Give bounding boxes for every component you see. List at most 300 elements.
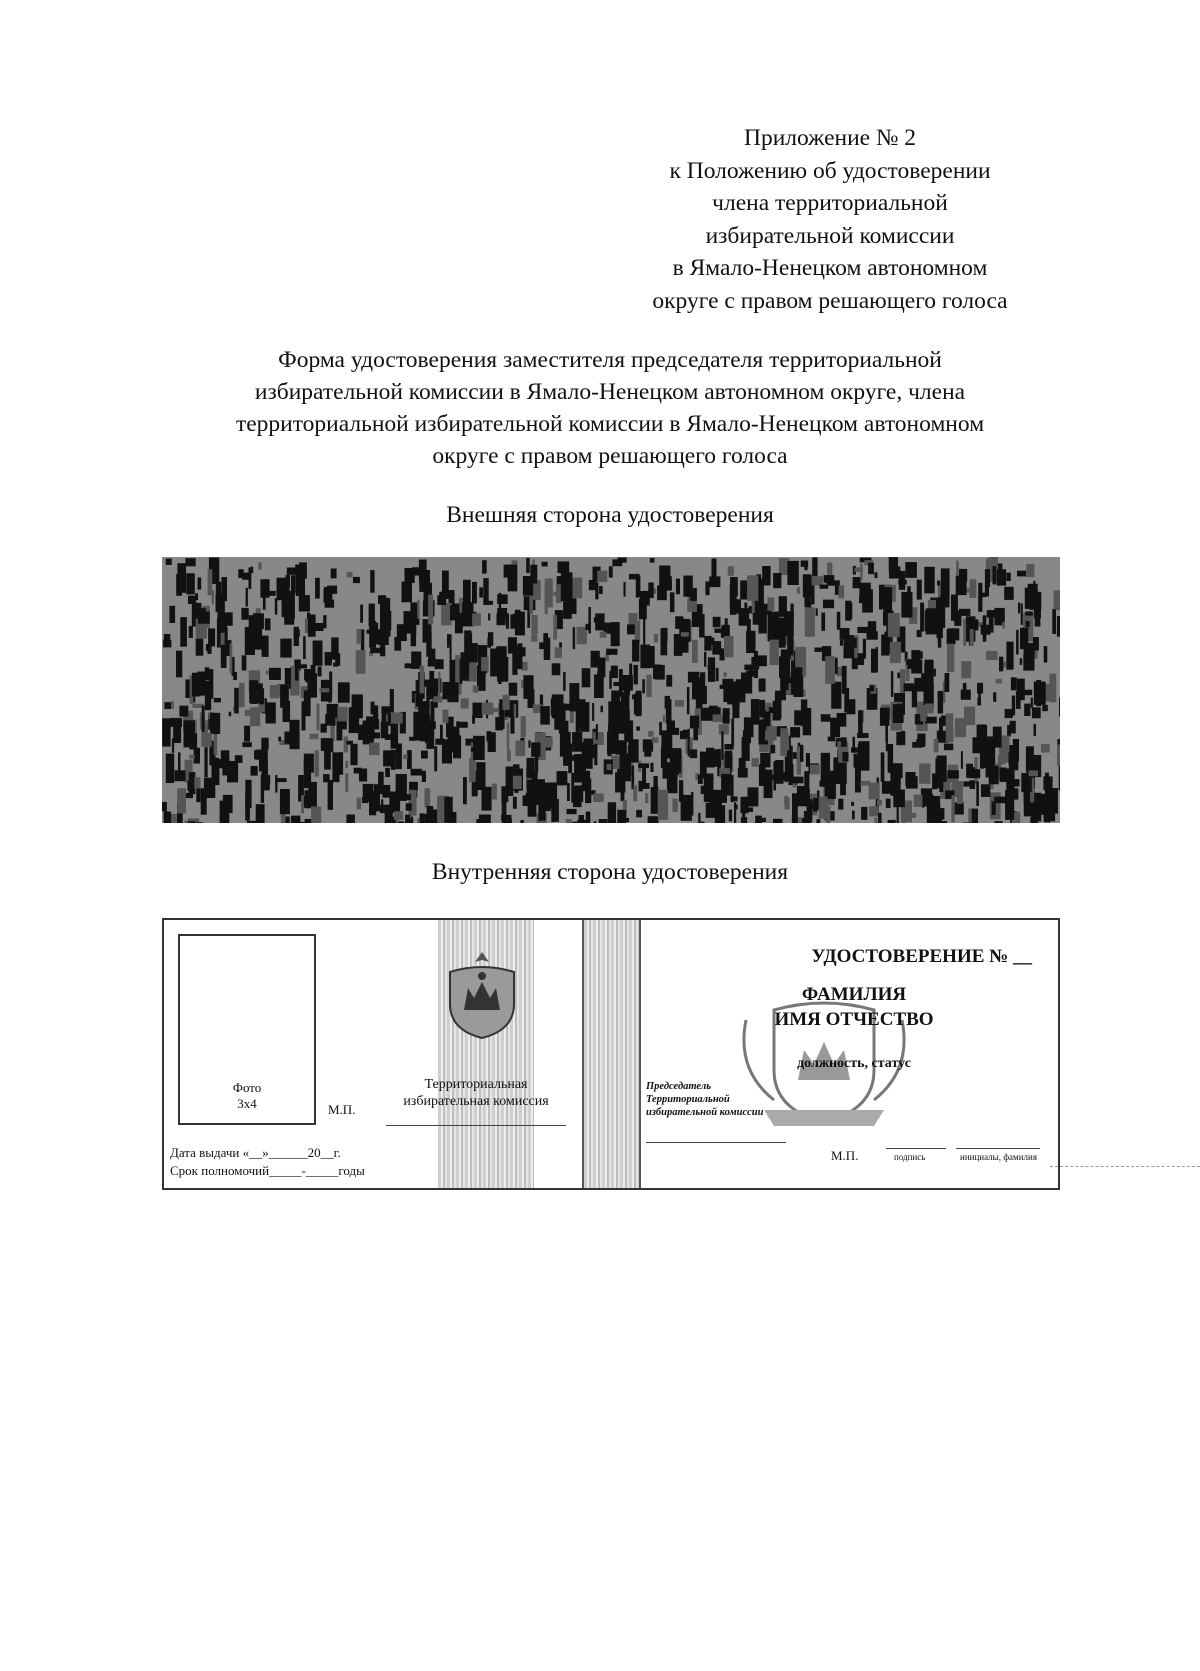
texture-speck: [721, 731, 723, 760]
texture-speck: [985, 584, 989, 597]
texture-speck: [280, 639, 291, 658]
texture-speck: [262, 761, 268, 789]
texture-speck: [309, 754, 314, 773]
texture-speck: [1003, 662, 1006, 668]
texture-speck: [557, 771, 568, 785]
texture-speck: [394, 637, 401, 651]
texture-speck: [323, 615, 326, 628]
texture-speck: [523, 675, 533, 699]
texture-speck: [381, 706, 390, 714]
annex-line: Приложение № 2: [743, 125, 917, 151]
texture-speck: [455, 655, 459, 684]
texture-speck: [1024, 643, 1035, 671]
texture-speck: [1041, 744, 1050, 752]
texture-speck: [728, 566, 734, 576]
texture-speck: [816, 608, 818, 615]
texture-speck: [1059, 764, 1060, 790]
texture-speck: [963, 823, 973, 824]
texture-speck: [599, 819, 608, 823]
texture-speck: [173, 722, 181, 743]
texture-speck: [374, 784, 380, 811]
texture-speck: [398, 821, 404, 823]
texture-speck: [198, 612, 210, 624]
texture-speck: [963, 619, 966, 646]
texture-speck: [852, 811, 855, 820]
texture-speck: [426, 633, 431, 657]
texture-speck: [888, 744, 894, 773]
texture-speck: [765, 726, 777, 740]
texture-speck: [1006, 642, 1013, 670]
title-line: округе с правом решающего голоса: [432, 443, 788, 469]
texture-speck: [803, 690, 805, 697]
texture-speck: [201, 733, 212, 747]
texture-speck: [202, 706, 205, 733]
texture-speck: [961, 661, 971, 678]
texture-speck: [417, 600, 419, 619]
texture-speck: [837, 612, 841, 630]
texture-speck: [513, 614, 518, 627]
photo-label: Фото: [232, 1080, 262, 1095]
texture-speck: [198, 577, 202, 589]
texture-speck: [247, 821, 257, 823]
texture-speck: [428, 660, 435, 667]
texture-speck: [428, 595, 433, 625]
texture-speck: [529, 593, 533, 615]
texture-speck: [315, 750, 319, 776]
texture-speck: [345, 761, 348, 768]
texture-speck: [230, 643, 233, 673]
texture-speck: [518, 741, 524, 751]
coat-of-arms-icon: [442, 948, 522, 1040]
texture-speck: [955, 718, 966, 737]
texture-speck: [405, 614, 416, 633]
texture-speck: [746, 631, 755, 653]
texture-speck: [553, 615, 557, 640]
photo-size: 3x4: [237, 1096, 257, 1111]
texture-speck: [841, 737, 847, 747]
texture-speck: [386, 611, 392, 630]
texture-speck: [700, 672, 705, 690]
texture-speck: [250, 707, 260, 726]
texture-speck: [666, 699, 672, 723]
commission-signature-line: [386, 1125, 566, 1126]
texture-speck: [888, 613, 900, 637]
texture-speck: [345, 773, 348, 792]
texture-speck: [937, 756, 947, 782]
texture-speck: [704, 652, 706, 667]
texture-speck: [997, 569, 1006, 585]
texture-speck: [542, 562, 548, 567]
texture-speck: [741, 817, 747, 823]
texture-speck: [639, 781, 643, 792]
texture-speck: [214, 698, 221, 703]
name-line: [956, 1148, 1040, 1149]
texture-speck: [878, 813, 882, 823]
texture-speck: [993, 692, 996, 702]
texture-speck: [513, 764, 520, 768]
signature-caption: подпись: [894, 1152, 926, 1162]
texture-speck: [1025, 611, 1033, 615]
texture-speck: [663, 715, 665, 723]
texture-speck: [325, 652, 332, 665]
texture-speck: [948, 628, 960, 640]
texture-speck: [1020, 658, 1023, 665]
texture-speck: [797, 587, 800, 593]
texture-speck: [675, 616, 683, 629]
texture-speck: [1031, 698, 1033, 709]
texture-speck: [593, 793, 604, 802]
texture-speck: [442, 682, 453, 699]
texture-speck: [1032, 815, 1038, 824]
texture-speck: [773, 618, 785, 635]
texture-speck: [676, 579, 680, 595]
texture-speck: [773, 819, 783, 823]
texture-speck: [768, 597, 775, 610]
texture-speck: [704, 636, 711, 651]
texture-speck: [238, 569, 243, 578]
texture-speck: [403, 755, 407, 760]
texture-speck: [840, 639, 843, 646]
texture-speck: [607, 731, 616, 754]
texture-speck: [1054, 590, 1060, 610]
texture-speck: [941, 568, 950, 598]
document-title: [150, 344, 1070, 472]
texture-speck: [693, 588, 697, 601]
texture-speck: [528, 740, 530, 747]
texture-speck: [374, 732, 380, 738]
texture-speck: [473, 686, 479, 693]
texture-speck: [482, 787, 492, 811]
texture-speck: [176, 651, 182, 678]
texture-speck: [295, 565, 301, 594]
texture-speck: [819, 781, 831, 787]
texture-speck: [467, 608, 473, 625]
texture-speck: [354, 768, 362, 774]
texture-speck: [636, 576, 641, 598]
texture-speck: [1013, 739, 1019, 762]
texture-speck: [405, 663, 415, 668]
texture-speck: [759, 765, 766, 786]
texture-speck: [999, 657, 1003, 672]
texture-speck: [1000, 768, 1007, 782]
texture-speck: [920, 603, 924, 632]
texture-speck: [227, 761, 238, 782]
texture-speck: [242, 655, 247, 670]
texture-speck: [951, 795, 954, 822]
texture-speck: [840, 777, 846, 795]
texture-speck: [786, 680, 789, 690]
texture-speck: [178, 752, 181, 780]
texture-speck: [349, 708, 359, 733]
texture-speck: [476, 762, 485, 787]
texture-speck: [723, 708, 730, 724]
texture-speck: [385, 734, 392, 740]
texture-speck: [526, 558, 530, 573]
texture-speck: [172, 738, 174, 753]
texture-speck: [595, 582, 598, 599]
texture-speck: [709, 576, 720, 587]
texture-speck: [229, 712, 232, 717]
texture-speck: [171, 701, 174, 708]
texture-speck: [898, 703, 900, 723]
texture-speck: [291, 816, 301, 823]
texture-speck: [305, 790, 311, 808]
texture-speck: [278, 737, 281, 742]
texture-speck: [456, 721, 459, 727]
issue-date-field: Дата выдачи «__»______20__г.: [170, 1145, 341, 1160]
texture-speck: [608, 802, 616, 823]
texture-speck: [479, 815, 491, 824]
texture-speck: [868, 621, 876, 634]
texture-speck: [507, 750, 511, 761]
texture-speck: [593, 732, 604, 745]
texture-speck: [661, 628, 668, 655]
outer-cover-texture: [162, 557, 1060, 823]
texture-speck: [405, 815, 410, 823]
texture-speck: [779, 656, 790, 677]
texture-speck: [421, 751, 428, 759]
texture-speck: [759, 679, 766, 692]
texture-speck: [385, 768, 390, 777]
texture-speck: [563, 672, 566, 691]
texture-speck: [169, 606, 175, 623]
texture-speck: [874, 572, 877, 578]
texture-speck: [917, 580, 922, 600]
stamp-mark: М.П.: [328, 1102, 356, 1117]
texture-speck: [492, 784, 497, 800]
texture-speck: [785, 797, 790, 809]
texture-speck: [420, 666, 425, 694]
texture-speck: [207, 644, 211, 654]
texture-speck: [648, 731, 654, 737]
texture-speck: [658, 790, 668, 820]
texture-speck: [208, 569, 213, 595]
texture-speck: [413, 733, 418, 739]
texture-speck: [1002, 622, 1005, 629]
texture-speck: [844, 688, 849, 713]
position-status: должность, статус: [797, 1056, 911, 1071]
texture-speck: [810, 765, 820, 775]
texture-speck: [720, 648, 725, 660]
texture-speck: [577, 627, 587, 644]
texture-speck: [362, 797, 368, 803]
texture-speck: [299, 595, 310, 611]
texture-speck: [1017, 571, 1026, 577]
texture-speck: [994, 821, 1002, 823]
texture-speck: [419, 560, 427, 583]
texture-speck: [177, 788, 186, 813]
texture-speck: [597, 671, 602, 686]
texture-speck: [550, 782, 557, 808]
texture-speck: [370, 570, 374, 593]
texture-speck: [573, 627, 575, 649]
texture-speck: [760, 700, 765, 718]
texture-speck: [890, 769, 900, 796]
texture-speck: [317, 704, 320, 731]
texture-speck: [234, 688, 239, 714]
texture-speck: [582, 668, 591, 687]
texture-speck: [1049, 674, 1056, 703]
texture-speck: [205, 667, 210, 680]
texture-speck: [794, 710, 803, 725]
texture-speck: [508, 637, 517, 653]
texture-speck: [993, 566, 997, 584]
texture-speck: [223, 795, 233, 813]
commission-name: [386, 1076, 566, 1110]
texture-speck: [884, 587, 892, 613]
texture-speck: [629, 664, 632, 688]
texture-speck: [402, 582, 413, 603]
texture-speck: [886, 799, 891, 809]
texture-speck: [1044, 646, 1048, 663]
texture-speck: [981, 784, 990, 797]
texture-speck: [697, 616, 700, 623]
texture-speck: [863, 639, 866, 659]
texture-speck: [554, 703, 565, 729]
texture-speck: [773, 761, 776, 790]
texture-speck: [898, 580, 907, 585]
texture-speck: [723, 672, 726, 676]
texture-speck: [427, 806, 434, 823]
texture-speck: [739, 758, 746, 770]
texture-speck: [596, 724, 598, 740]
texture-speck: [580, 702, 589, 732]
texture-speck: [752, 758, 759, 767]
texture-speck: [514, 704, 517, 718]
texture-speck: [251, 766, 258, 776]
texture-speck: [823, 600, 834, 609]
texture-speck: [912, 686, 917, 708]
texture-speck: [249, 687, 261, 703]
stamp-mark-right: М.П.: [831, 1148, 859, 1163]
texture-speck: [1006, 768, 1014, 790]
texture-speck: [498, 672, 501, 685]
texture-speck: [600, 632, 607, 638]
texture-speck: [623, 800, 627, 809]
texture-speck: [245, 780, 251, 808]
texture-speck: [163, 640, 171, 648]
texture-speck: [919, 764, 930, 784]
texture-speck: [509, 819, 512, 823]
texture-speck: [545, 737, 553, 747]
texture-speck: [901, 592, 912, 618]
texture-speck: [634, 665, 638, 685]
texture-speck: [944, 744, 953, 751]
texture-speck: [336, 754, 341, 760]
outer-cover-image: [162, 557, 1060, 823]
texture-speck: [711, 638, 715, 645]
texture-speck: [1013, 779, 1019, 786]
texture-speck: [188, 821, 196, 823]
texture-speck: [269, 668, 281, 680]
texture-speck: [650, 558, 655, 563]
texture-speck: [305, 819, 312, 823]
texture-speck: [1005, 709, 1013, 718]
texture-speck: [869, 685, 874, 691]
texture-speck: [251, 567, 254, 574]
texture-speck: [896, 732, 905, 745]
title-line: избирательной комиссии в Ямало-Ненецком автономном округе, члена: [254, 379, 966, 405]
texture-speck: [366, 716, 374, 735]
texture-speck: [201, 788, 207, 814]
texture-speck: [433, 809, 437, 823]
texture-speck: [747, 575, 758, 601]
texture-speck: [993, 727, 1002, 748]
texture-speck: [350, 744, 357, 765]
texture-speck: [773, 701, 781, 721]
texture-speck: [925, 704, 933, 714]
texture-speck: [380, 636, 385, 656]
texture-speck: [657, 585, 667, 600]
texture-speck: [655, 665, 665, 680]
texture-speck: [754, 651, 758, 678]
texture-speck: [339, 721, 347, 729]
annex-line: избирательной комиссии: [705, 222, 955, 249]
texture-speck: [286, 575, 290, 588]
texture-speck: [394, 811, 403, 820]
texture-speck: [636, 726, 640, 730]
texture-speck: [481, 657, 489, 671]
texture-speck: [670, 592, 675, 612]
texture-speck: [781, 734, 789, 750]
texture-speck: [781, 649, 791, 659]
texture-speck: [868, 563, 874, 575]
texture-speck: [216, 594, 225, 612]
texture-speck: [382, 785, 390, 798]
texture-speck: [839, 585, 845, 598]
texture-speck: [812, 801, 820, 810]
texture-speck: [303, 636, 306, 659]
texture-speck: [989, 766, 999, 785]
texture-speck: [420, 813, 425, 823]
texture-speck: [675, 700, 684, 707]
texture-speck: [972, 809, 978, 823]
texture-speck: [324, 746, 331, 769]
texture-speck: [371, 702, 375, 715]
texture-speck: [294, 627, 299, 646]
texture-speck: [871, 649, 877, 673]
texture-speck: [540, 706, 550, 725]
texture-speck: [164, 812, 171, 824]
texture-speck: [905, 562, 917, 578]
texture-speck: [978, 583, 982, 612]
texture-speck: [880, 708, 890, 726]
texture-speck: [844, 635, 855, 658]
texture-speck: [914, 795, 923, 807]
texture-speck: [1026, 564, 1034, 577]
texture-speck: [239, 683, 244, 708]
annex-line: в Ямало-Ненецком автономном: [672, 255, 988, 281]
texture-speck: [693, 722, 698, 741]
texture-speck: [1006, 573, 1010, 581]
texture-speck: [937, 618, 943, 638]
texture-speck: [1036, 680, 1041, 706]
texture-speck: [1052, 609, 1056, 634]
texture-speck: [558, 561, 570, 573]
texture-speck: [779, 596, 787, 617]
texture-speck: [395, 792, 398, 812]
texture-speck: [482, 560, 487, 573]
texture-speck: [601, 706, 604, 713]
texture-speck: [825, 656, 835, 684]
annex-line: округе с правом решающего голоса: [652, 287, 1008, 314]
texture-speck: [528, 789, 537, 816]
texture-speck: [266, 670, 269, 674]
texture-speck: [531, 634, 537, 641]
texture-speck: [891, 671, 893, 697]
texture-speck: [574, 786, 583, 803]
texture-speck: [275, 598, 278, 614]
